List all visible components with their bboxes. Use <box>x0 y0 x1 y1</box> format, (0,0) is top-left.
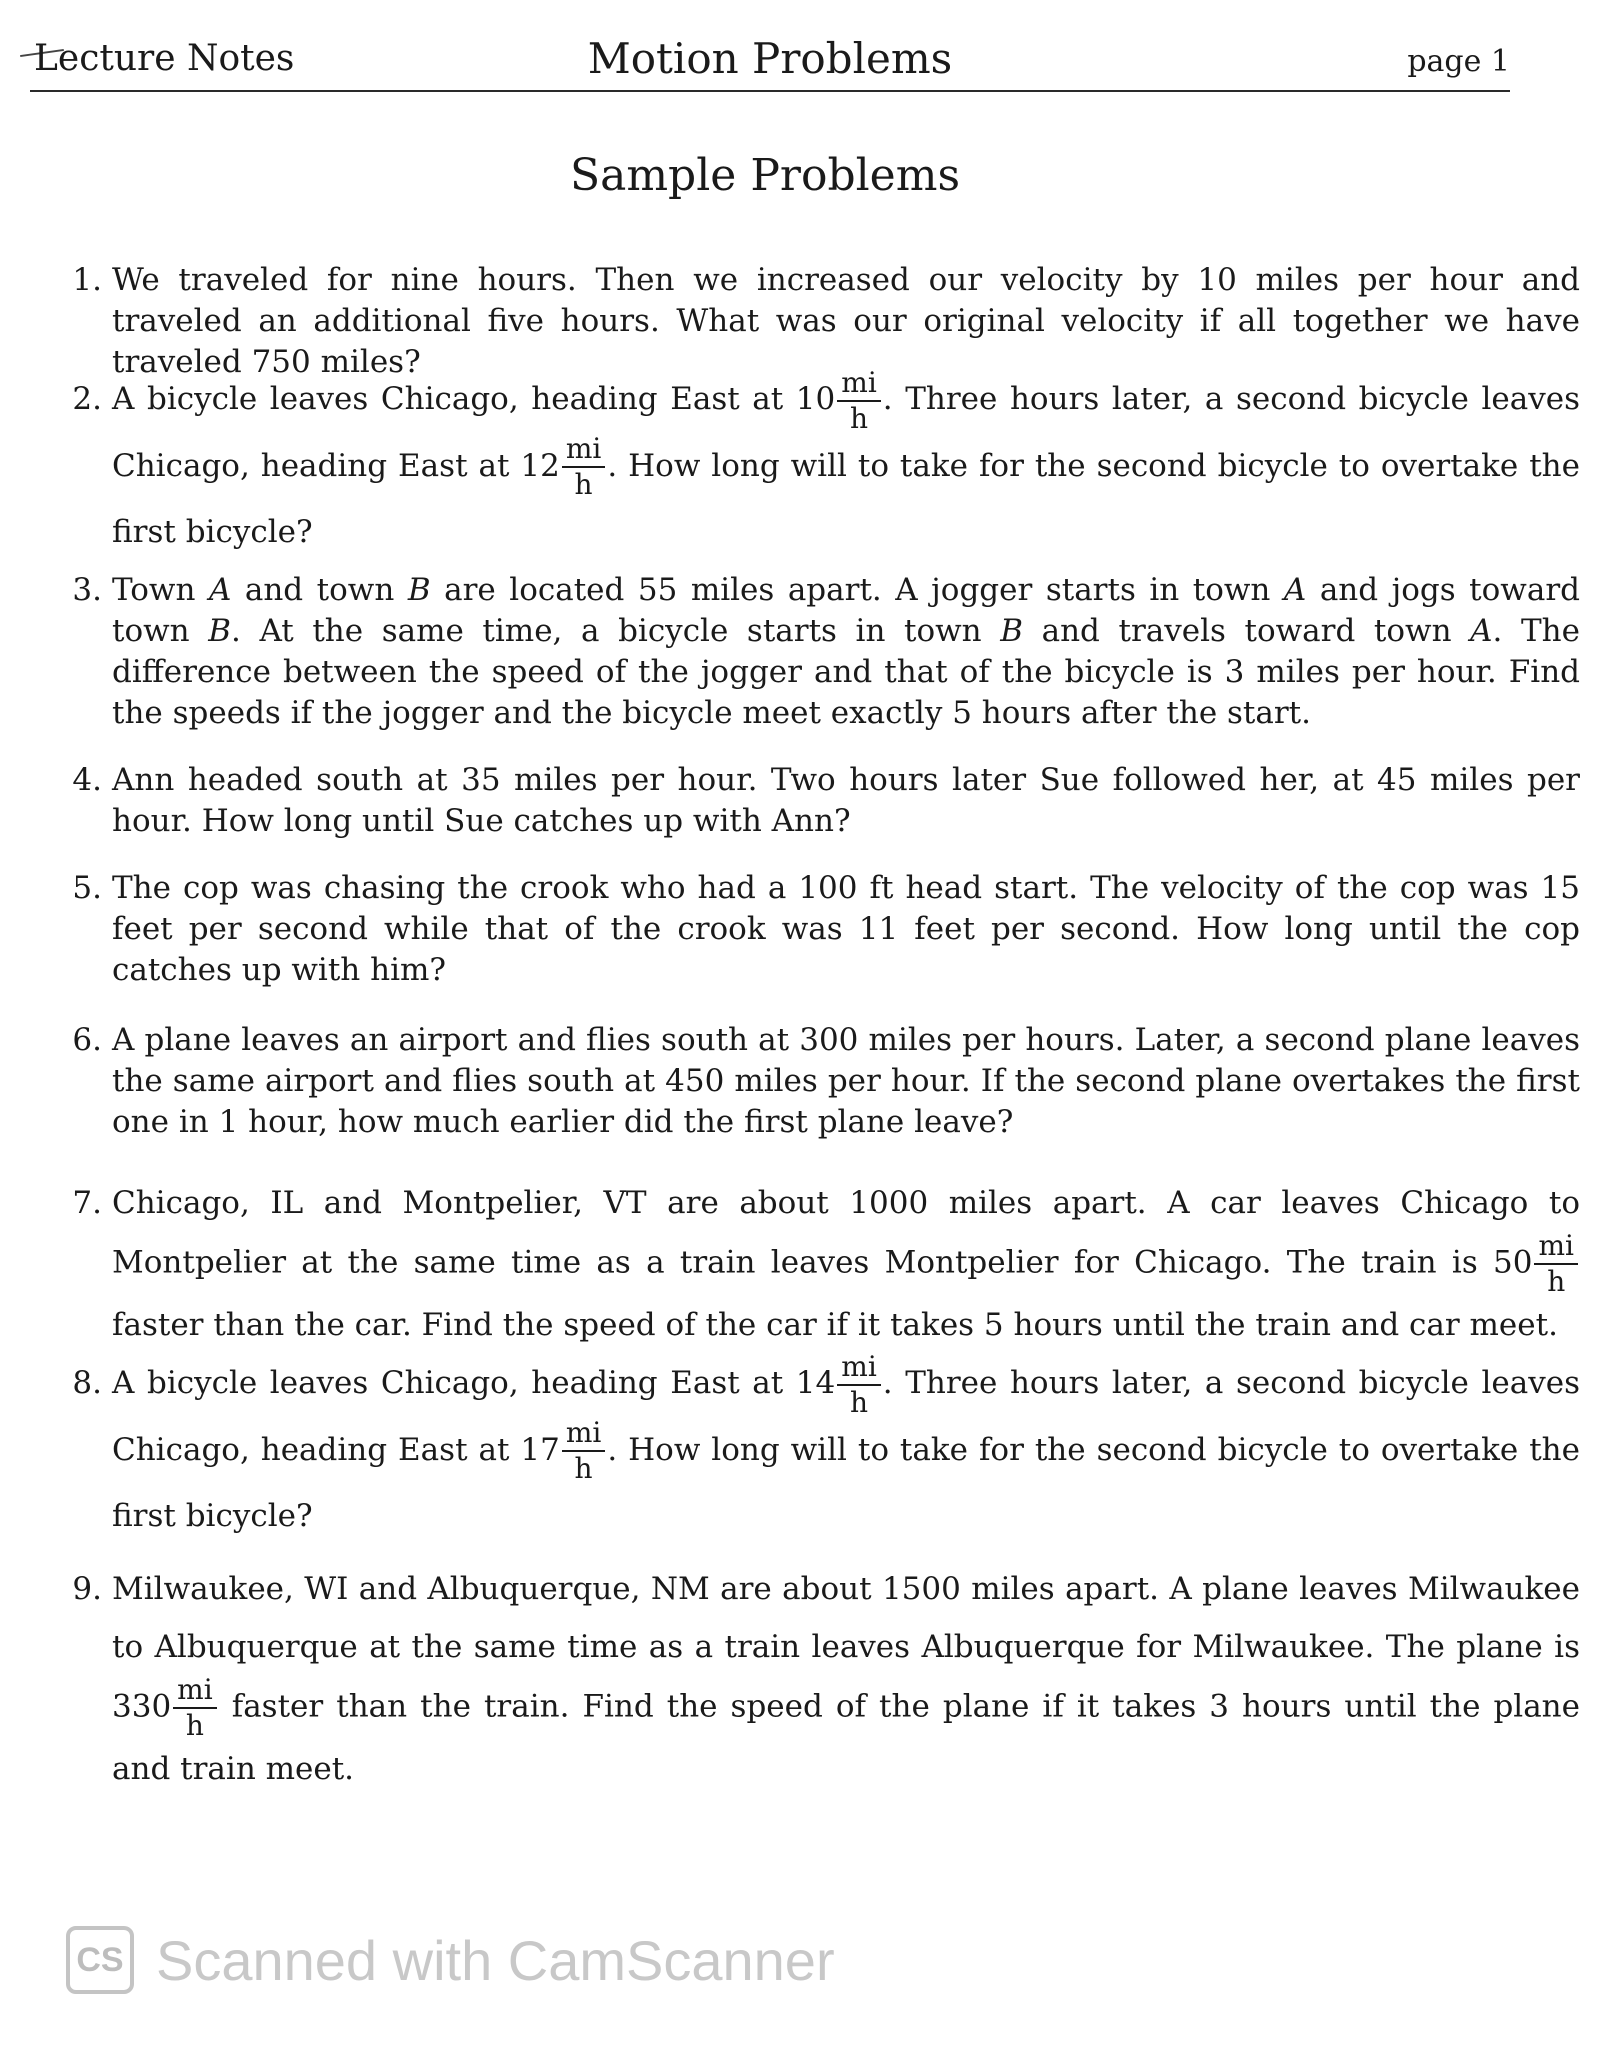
problem-text: A plane leaves an airport and flies south at 300 miles per hours. Later, a second plane leaves the same airport and flies south at 450 miles per hour. If the second plane overtakes the first one in 1 hour, how much earlier did the first plane leave? <box>112 1022 1580 1140</box>
problem-number: 5. <box>72 870 102 906</box>
unit-fraction: $\frac{mi}{h}$ <box>562 435 606 499</box>
unit-fraction: $\frac{mi}{h}$ <box>1534 1232 1578 1296</box>
header-left: Lecture Notes <box>34 38 295 79</box>
page-header <box>30 34 1510 92</box>
unit-fraction: $\frac{mi}{h}$ <box>173 1676 217 1740</box>
problem-text: A bicycle leaves Chicago, heading East at 10 $\frac{mi}{h}$ . Three hours later, a second bicycle leaves Chicago, heading East at 12 $\frac{mi}{h}$ . How long will to take for the second bicycle to overtake the first bicycle? <box>112 365 1580 550</box>
section-title: Sample Problems <box>569 150 961 201</box>
watermark-text: Scanned with CamScanner <box>156 1928 835 1992</box>
problem-number: 4. <box>72 762 102 798</box>
problem-number: 9. <box>72 1571 102 1607</box>
problem-text: The cop was chasing the crook who had a 100 ft head start. The velocity of the cop was 15 feet per second while that of the crook was 11 feet per second. How long until the cop catches up with him? <box>112 870 1580 988</box>
problem-number: 6. <box>72 1022 102 1058</box>
problem-number: 7. <box>72 1185 102 1221</box>
problem-text: A bicycle leaves Chicago, heading East at 14 $\frac{mi}{h}$ . Three hours later, a second bicycle leaves Chicago, heading East at 17 $\frac{mi}{h}$ . How long will to take for the second bicycle to overtake the first bicycle? <box>112 1349 1580 1534</box>
camscanner-logo-icon: CS <box>66 1926 134 1994</box>
problem-text: Ann headed south at 35 miles per hour. Two hours later Sue followed her, at 45 miles per hour. How long until Sue catches up with Ann? <box>112 762 1580 839</box>
problem-number: 8. <box>72 1365 102 1401</box>
page-number: page 1 <box>1407 44 1510 79</box>
problem-number: 2. <box>72 381 102 417</box>
problem-text: Chicago, IL and Montpelier, VT are about 1000 miles apart. A car leaves Chicago to Montpelier at the same time as a train leaves Montpelier for Chicago. The train is 50 $\frac{mi}{h}$ faster than the car. Find the speed of the car if it takes 5 hours until the train and car meet. <box>112 1185 1580 1343</box>
problem-number: 1. <box>72 262 102 298</box>
camscanner-watermark <box>66 1920 835 2000</box>
problem-number: 3. <box>72 572 102 608</box>
unit-fraction: $\frac{mi}{h}$ <box>837 1353 881 1417</box>
problem-text: Milwaukee, WI and Albuquerque, NM are about 1500 miles apart. A plane leaves Milwaukee to Albuquerque at the same time as a train leaves Albuquerque for Milwaukee. The plane is 330 $\frac{mi}{h}$ faster than the train. Find the speed of the plane if it takes 3 hours until the plane and train meet. <box>112 1571 1580 1787</box>
unit-fraction: $\frac{mi}{h}$ <box>562 1419 606 1483</box>
problem-text: Town A and town B are located 55 miles apart. A jogger starts in town A and jogs toward town B. At the same time, a bicycle starts in town B and travels toward town A. The difference between the speed of the jogger and that of the bicycle is 3 miles per hour. Find the speeds if the jogger and the bicycle meet exactly 5 hours after the start. <box>112 572 1580 731</box>
problem-text: We traveled for nine hours. Then we increased our velocity by 10 miles per hour and traveled an additional five hours. What was our original velocity if all together we have traveled 750 miles? <box>112 262 1580 380</box>
header-title: Motion Problems <box>587 34 953 83</box>
unit-fraction: $\frac{mi}{h}$ <box>837 369 881 433</box>
